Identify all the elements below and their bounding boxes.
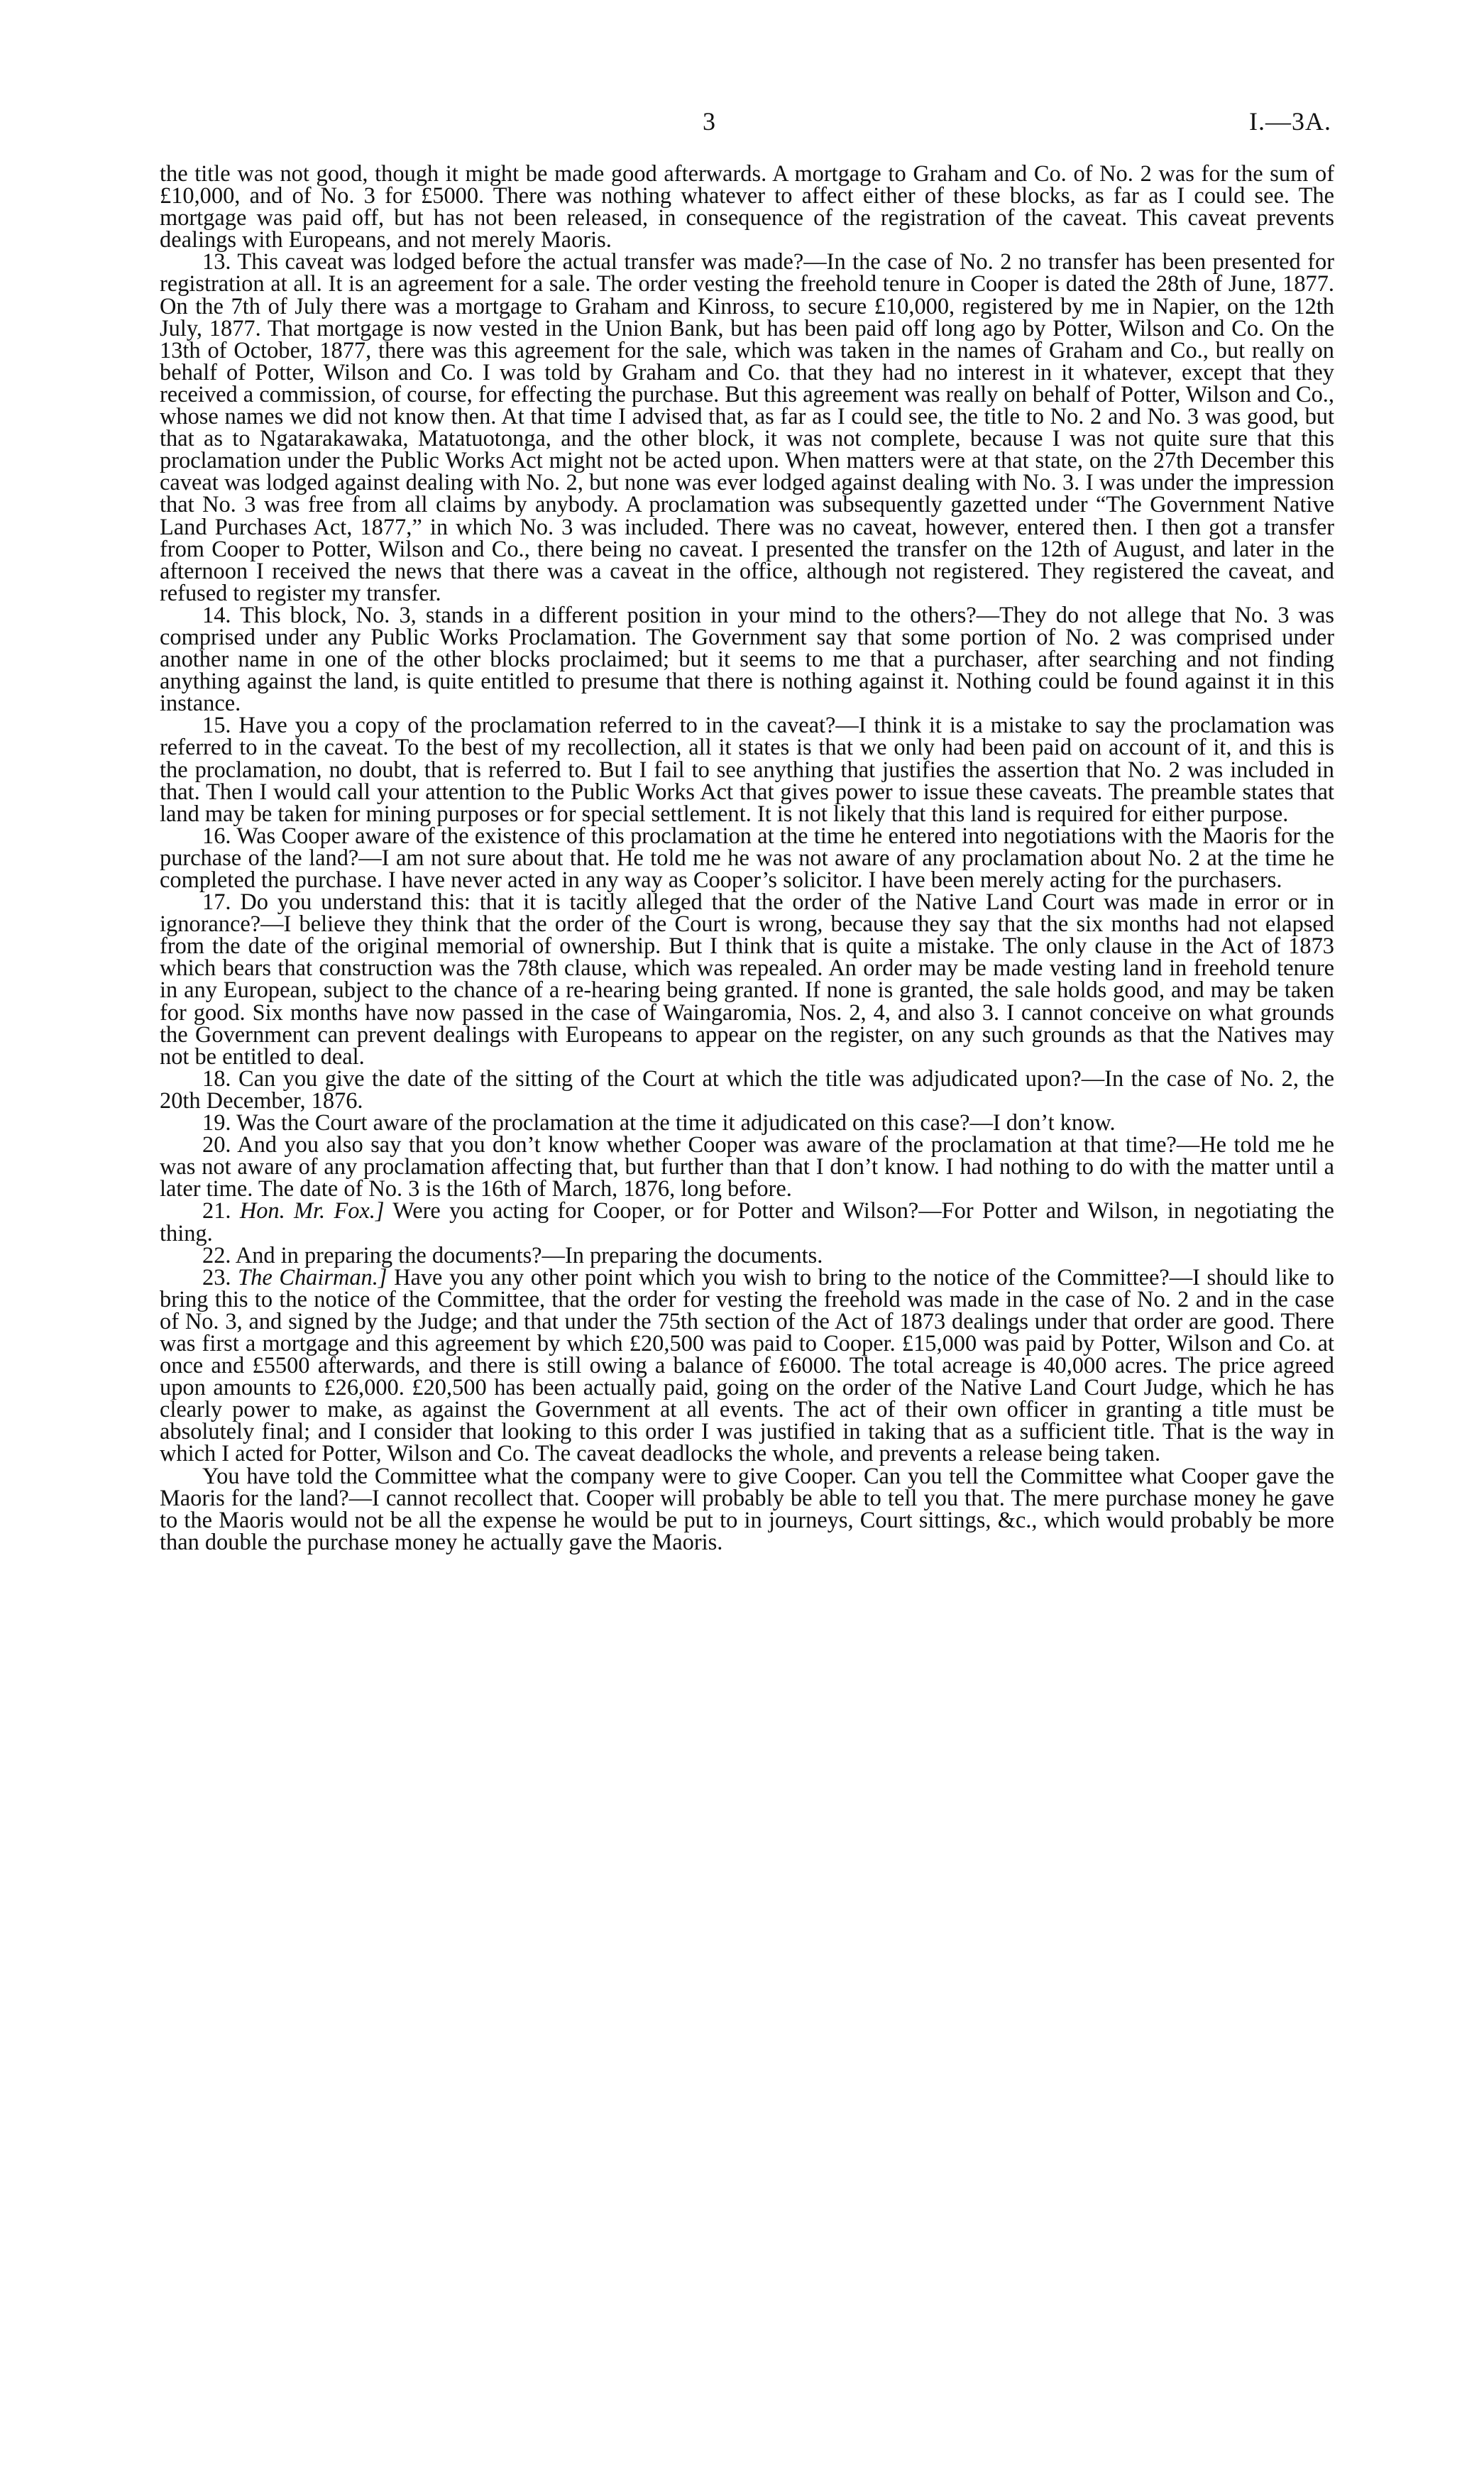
paragraph-question-19: 19. Was the Court aware of the proclamation at the time it adjudicated on this case?—I don’t know. xyxy=(202,1110,1116,1136)
paragraph-final: You have told the Committee what the company were to give Cooper. Can you tell the Committee what Cooper gave the Maoris for the land?—I cannot recollect that. Cooper will probably be able to tell you that. The mere purchase money he gave to the Maoris would not be all the expense he would be put to in journeys, Court sittings, &c., which would probably be more than double the purchase money he actually gave the Maoris. xyxy=(160,1463,1334,1555)
paragraph-continuation: the title was not good, though it might be made good afterwards. A mortgage to Graham and Co. of No. 2 was for the sum of £10,000, and of No. 3 for £5000. There was nothing whatever to affect either of these blocks, as far as I could see. The mortgage was paid off, but has not been released, in consequence of the registration of the caveat. This caveat prevents dealings with Europeans, and not merely Maoris. xyxy=(160,161,1334,253)
paragraph-question-16: 16. Was Cooper aware of the existence of this proclamation at the time he entered into negotiations with the Maoris for the purchase of the land?—I am not sure about that. He told me he was not aware of any proclamation about No. 2 at the time he completed the purchase. I have never acted in any way as Cooper’s solicitor. I have been merely acting for the purchasers. xyxy=(160,823,1334,893)
paragraph-question-21 xyxy=(160,1200,1334,1244)
paragraph-question-23 xyxy=(160,1264,1334,1467)
question-text: Were you acting for Cooper, or for Potter and Wilson?—For Potter and Wilson, in negotiating the thing. xyxy=(160,1198,1335,1246)
paragraph-question-20: 20. And you also say that you don’t know whether Cooper was aware of the proclamation at that time?—He told me he was not aware of any proclamation affecting that, but further than that I don’t know. I had nothing to do with the matter until a later time. The date of No. 3 is the 16th of March, 1876, long before. xyxy=(160,1132,1334,1202)
speaker-name: Hon. Mr. Fox.] xyxy=(239,1198,385,1224)
paragraph-question-15: 15. Have you a copy of the proclamation referred to in the caveat?—I think it is a mistake to say the proclamation was referred to in the caveat. To the best of my recollection, all it states is that we only had been paid on account of it, and this is the proclamation, no doubt, that is referred to. But I fail to see anything that justifies the assertion that No. 2 was included in that. Then I would call your attention to the Public Works Act that gives power to issue these caveats. The preamble states that land may be taken for mining purposes or for special settlement. It is not likely that this land is required for either purpose. xyxy=(160,713,1334,827)
evidence-text xyxy=(160,163,1334,1554)
paragraph-question-18: 18. Can you give the date of the sitting of the Court at which the title was adjudicated upon?—In the case of No. 2, the 20th December, 1876. xyxy=(160,1065,1334,1114)
question-text: Have you any other point which you wish to bring to the notice of the Committee?—I should like to bring this to the notice of the Committee, that the order for vesting the freehold was made in the case of No. 2 and in the case of No. 3, and signed by the Judge; and that under the 75th section of the Act of 1873 dealings under that order are good. There was first a mortgage and this agreement by which £20,500 was paid to Cooper. £15,000 was paid by Potter, Wilson and Co. at once and £5500 afterwards, and there is still owing a balance of £6000. The total acreage is 40,000 acres. The price agreed upon amounts to £26,000. £20,500 has been actually paid, going on the order of the Native Land Court Judge, which he has clearly power to make, as against the Government at all events. The act of their own officer in granting a title must be absolutely final; and I consider that looking to this order I was justified in taking that as a sufficient title. That is the way in which I acted for Potter, Wilson and Co. The caveat deadlocks the whole, and prevents a release being taken. xyxy=(160,1264,1334,1467)
paragraph-question-22: 22. And in preparing the documents?—In preparing the documents. xyxy=(202,1242,823,1268)
document-reference: I.—3A. xyxy=(1249,107,1331,136)
page-number: 3 xyxy=(703,107,715,136)
paragraph-question-17: 17. Do you understand this: that it is tacitly alleged that the order of the Native Land Court was made in error or in ignorance?—I believe they think that the order of the Court is wrong, because they say that the six months had not elapsed from the date of the original memorial of ownership. But I think that is quite a mistake. The only clause in the Act of 1873 which bears that construction was the 78th clause, which was repealed. An order may be made vesting land in freehold tenure in any European, subject to the chance of a re-hearing being granted. If none is granted, the sale holds good, and may be taken for good. Six months have now passed in the case of Waingaromia, Nos. 2, 4, and also 3. I cannot conceive on what grounds the Government can prevent dealings with Europeans to appear on the register, on any such grounds as that the Natives may not be entitled to deal. xyxy=(160,889,1334,1070)
paragraph-question-14: 14. This block, No. 3, stands in a different position in your mind to the others?—They do not allege that No. 3 was comprised under any Public Works Proclamation. The Government say that some portion of No. 2 was comprised under another name in one of the other blocks proclaimed; but it seems to me that a purchaser, after searching and not finding anything against the land, is quite entitled to presume that there is nothing against it. Nothing could be found against it in this instance. xyxy=(160,602,1334,717)
question-number: 23. xyxy=(202,1264,231,1290)
question-number: 21. xyxy=(202,1198,231,1224)
paragraph-question-13: 13. This caveat was lodged before the actual transfer was made?—In the case of No. 2 no transfer has been presented for registration at all. It is an agreement for a sale. The order vesting the freehold tenure in Cooper is dated the 28th of June, 1877. On the 7th of July there was a mortgage to Graham and Kinross, to secure £10,000, registered by me in Napier, on the 12th July, 1877. That mortgage is now vested in the Union Bank, but has been paid off long ago by Potter, Wilson and Co. On the 13th of October, 1877, there was this agreement for the sale, which was taken in the names of Graham and Co., but really on behalf of Potter, Wilson and Co. I was told by Graham and Co. that they had no interest in it whatever, except that they received a commission, of course, for effecting the purchase. But this agreement was really on behalf of Potter, Wilson and Co., whose names we did not know then. At that time I advised that, as far as I could see, the title to No. 2 and No. 3 was good, but that as to Ngatarakawaka, Matatuotonga, and the other block, it was not complete, because I was not quite sure that this proclamation under the Public Works Act might not be acted upon. When matters were at that state, on the 27th December this caveat was lodged against dealing with No. 2, but none was ever lodged against dealing with No. 3. I was under the impression that No. 3 was free from all claims by anybody. A proclamation was subsequently gazetted under “The Government Native Land Purchases Act, 1877,” in which No. 3 was included. There was no caveat, however, entered then. I then got a transfer from Cooper to Potter, Wilson and Co., there being no caveat. I presented the transfer on the 12th of August, and later in the afternoon I received the news that there was a caveat in the office, although not registered. They registered the caveat, and refused to register my transfer. xyxy=(160,249,1334,606)
speaker-name: The Chairman.] xyxy=(238,1264,388,1290)
page-header xyxy=(0,106,1484,142)
